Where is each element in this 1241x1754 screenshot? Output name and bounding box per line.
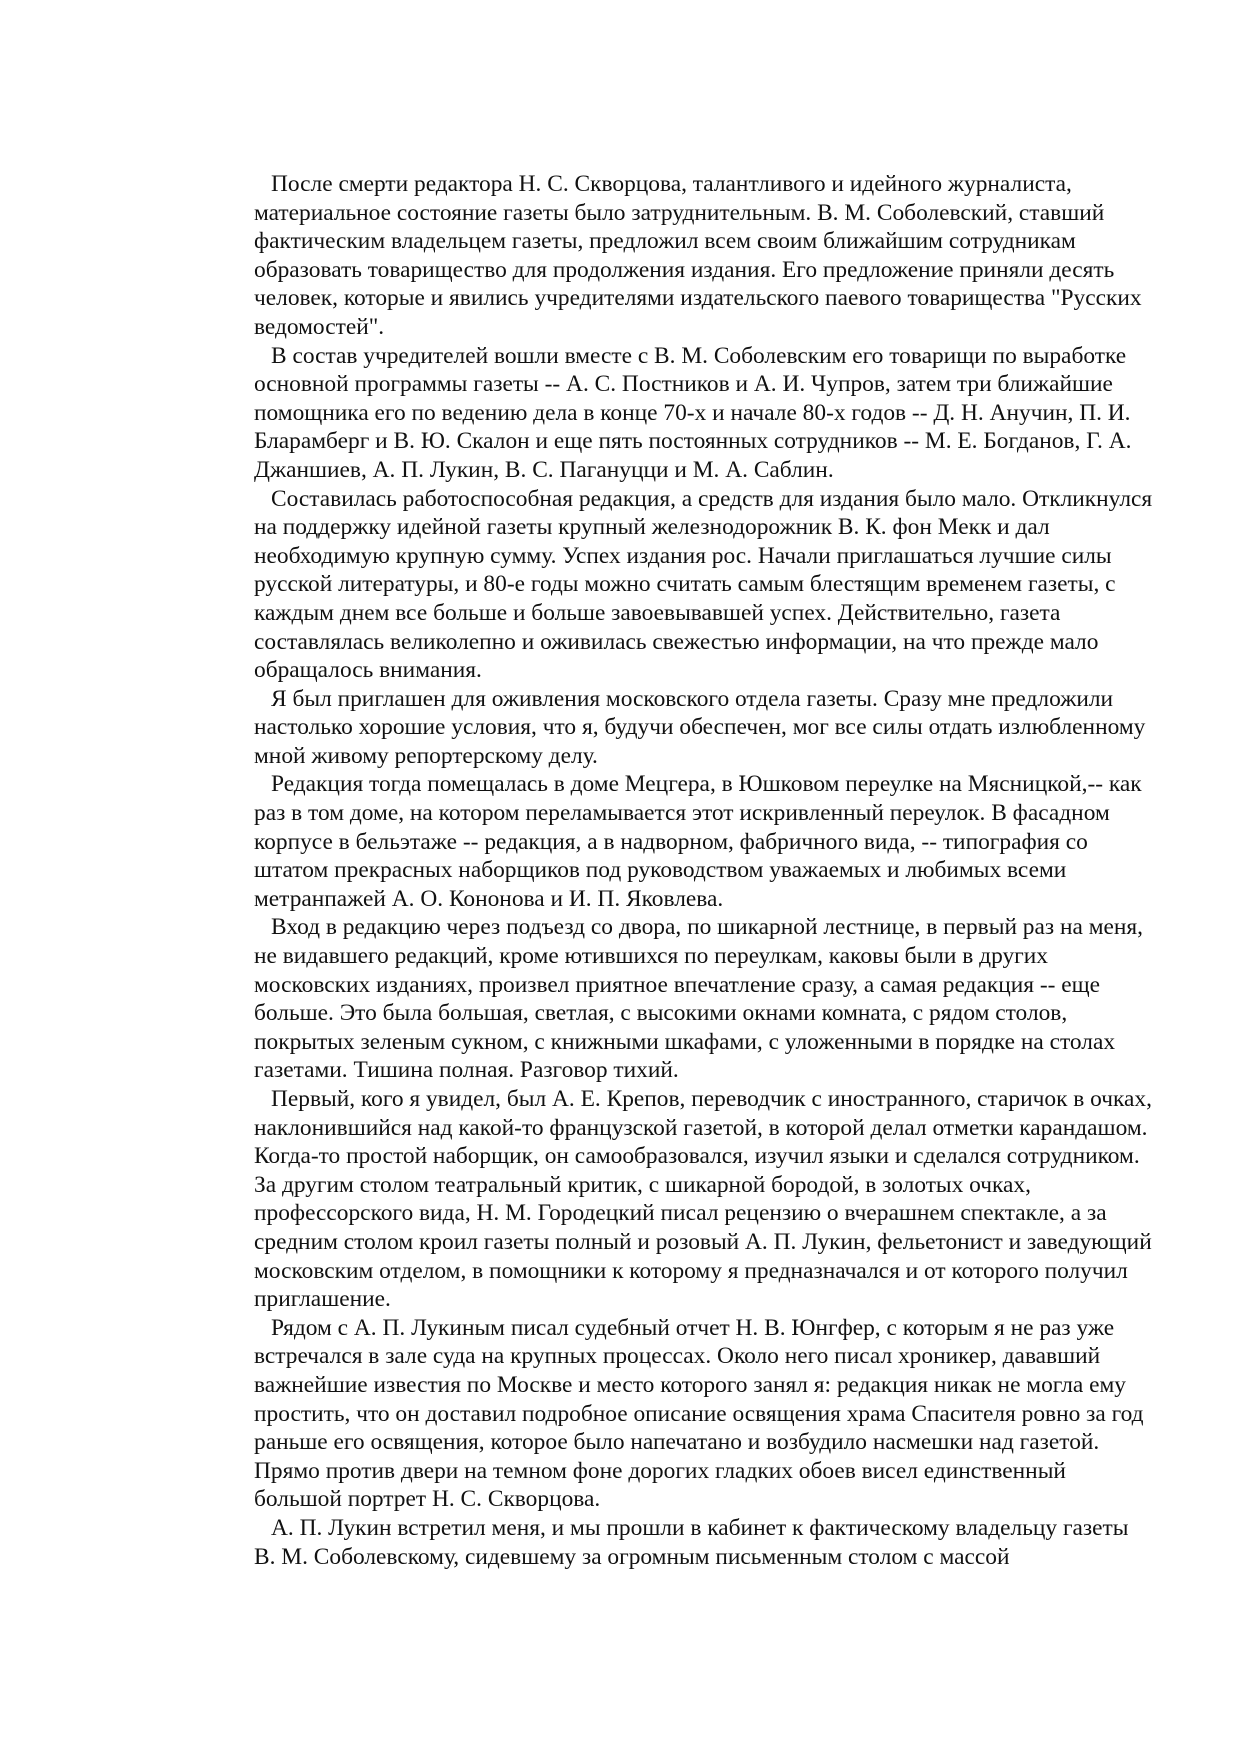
- paragraph: Рядом с А. П. Лукиным писал судебный отчет Н. В. Юнгфер, с которым я не раз уже встречался в зале суда на крупных процессах. Около него писал хроникер, дававший важнейшие известия по Москве и место которого занял я: редакция никак не могла ему простить, что он доставил подробное описание освящения храма Спасителя ровно за год раньше его освящения, которое было напечатано и возбудило насмешки над газетой. Прямо против двери на темном фоне дорогих гладких обоев висел единственный большой портрет Н. С. Скворцова.: [254, 1314, 1144, 1513]
- paragraph: В состав учредителей вошли вместе с В. М. Соболевским его товарищи по выработке основной программы газеты -- А. С. Постников и А. И. Чупров, затем три ближайшие помощника его по ведению дела в конце 70-х и начале 80-х годов -- Д. Н. Анучин, П. И. Бларамберг и В. Ю. Скалон и еще пять постоянных сотрудников -- М. Е. Богданов, Г. А. Джаншиев, А. П. Лукин, В. С. Пагануцци и М. А. Саблин.: [254, 342, 1132, 483]
- paragraph: Вход в редакцию через подъезд со двора, по шикарной лестнице, в первый раз на меня, не видавшего редакций, кроме ютившихся по переулкам, каковы были в других московских изданиях, произвел приятное впечатление сразу, а самая редакция -- еще больше. Это была большая, светлая, с высокими окнами комната, с рядом столов, покрытых зеленым сукном, с книжными шкафами, с уложенными в порядке на столах газетами. Тишина полная. Разговор тихий.: [254, 914, 1144, 1084]
- paragraph: Я был приглашен для оживления московского отдела газеты. Сразу мне предложили настолько хорошие условия, что я, будучи обеспечен, мог все силы отдать излюбленному мной живому репортерскому делу.: [254, 685, 1146, 769]
- body-text: [254, 170, 1154, 1571]
- paragraph: А. П. Лукин встретил меня, и мы прошли в кабинет к фактическому владельцу газеты В. М. Соболевскому, сидевшему за огромным письменным столом с массой: [254, 1514, 1129, 1570]
- paragraph: Составилась работоспособная редакция, а средств для издания было мало. Откликнулся на поддержку идейной газеты крупный железнодорожник В. К. фон Мекк и дал необходимую крупную сумму. Успех издания рос. Начали приглашаться лучшие силы русской литературы, и 80-е годы можно считать самым блестящим временем газеты, с каждым днем все больше и больше завоевывавшей успех. Действительно, газета составлялась великолепно и оживилась свежестью информации, на что прежде мало обращалось внимания.: [254, 485, 1153, 684]
- paragraph: Первый, кого я увидел, был А. Е. Крепов, переводчик с иностранного, старичок в очках, наклонившийся над какой-то французской газетой, в которой делал отметки карандашом. Когда-то простой наборщик, он самообразовался, изучил языки и сделался сотрудником. За другим столом театральный критик, с шикарной бородой, в золотых очках, профессорского вида, Н. М. Городецкий писал рецензию о вчерашнем спектакле, а за средним столом кроил газеты полный и розовый А. П. Лукин, фельетонист и заведующий московским отделом, в помощники к которому я предназначался и от которого получил приглашение.: [254, 1086, 1152, 1313]
- paragraph: Редакция тогда помещалась в доме Мецгера, в Юшковом переулке на Мясницкой,-- как раз в том доме, на котором переламывается этот искривленный переулок. В фасадном корпусе в бельэтаже -- редакция, а в надворном, фабричного вида, -- типография со штатом прекрасных наборщиков под руководством уважаемых и любимых всеми метранпажей А. О. Кононова и И. П. Яковлева.: [254, 771, 1142, 912]
- paragraph: После смерти редактора Н. С. Скворцова, талантливого и идейного журналиста, материальное состояние газеты было затруднительным. В. М. Соболевский, ставший фактическим владельцем газеты, предложил всем своим ближайшим сотрудникам образовать товарищество для продолжения издания. Его предложение приняли десять человек, которые и явились учредителями издательского паевого товарищества "Русских ведомостей".: [254, 171, 1142, 340]
